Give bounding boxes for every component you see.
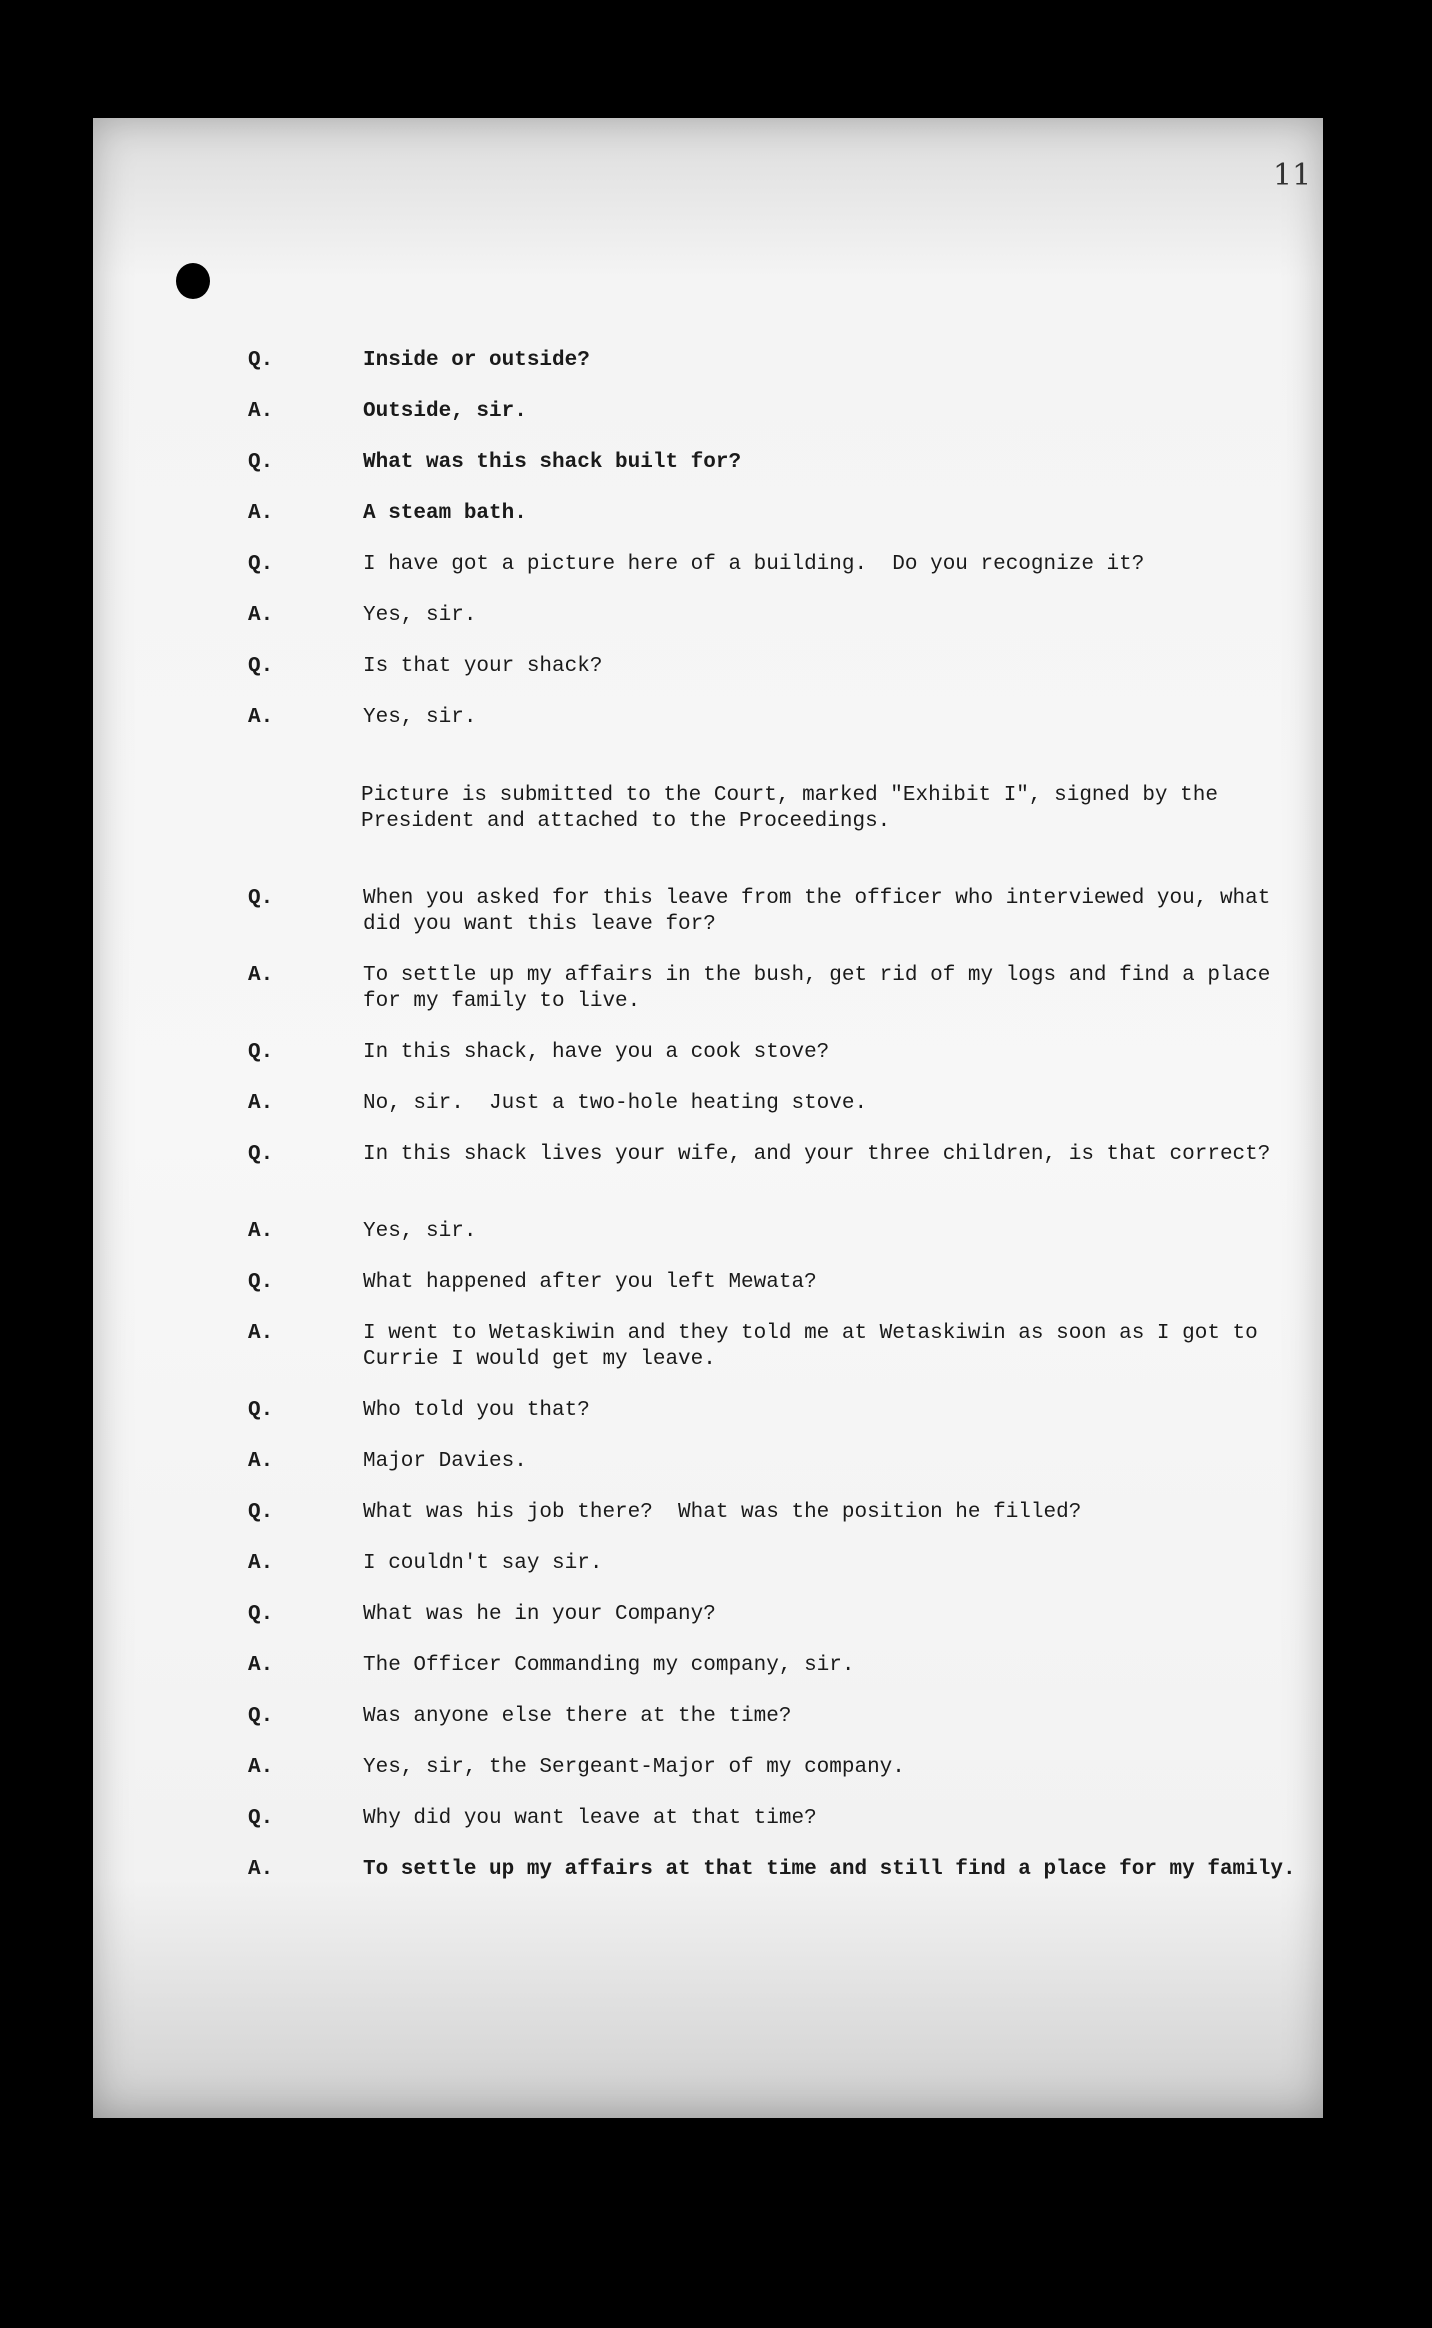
entry-text: Yes, sir, the Sergeant-Major of my company. (363, 1756, 905, 1779)
speaker-label: A. (248, 706, 274, 729)
speaker-label: A. (248, 964, 274, 987)
entry-text: Yes, sir. (363, 706, 477, 729)
entry-text: To settle up my affairs in the bush, get rid of my logs and find a place for my family to live. (363, 964, 1283, 1013)
entry-text: The Officer Commanding my company, sir. (363, 1654, 855, 1677)
entry-text: To settle up my affairs at that time and still find a place for my family. (363, 1858, 1296, 1881)
entry-text: Yes, sir. (363, 1220, 477, 1243)
page-number-mark: 11 (1273, 158, 1312, 193)
speaker-label: A. (248, 1092, 274, 1115)
entry-text: Outside, sir. (363, 400, 527, 423)
entry-text: In this shack, have you a cook stove? (363, 1041, 830, 1064)
entry-text: Why did you want leave at that time? (363, 1807, 817, 1830)
speaker-label: Q. (248, 1705, 274, 1728)
speaker-label: Q. (248, 553, 274, 576)
speaker-label: A. (248, 1322, 274, 1345)
speaker-label: Q. (248, 1603, 274, 1626)
entry-text: Was anyone else there at the time? (363, 1705, 792, 1728)
speaker-label: A. (248, 1450, 274, 1473)
entry-text: Major Davies. (363, 1450, 527, 1473)
speaker-label: Q. (248, 1807, 274, 1830)
entry-text: What was this shack built for? (363, 451, 742, 474)
speaker-label: A. (248, 1552, 274, 1575)
speaker-label: A. (248, 1654, 274, 1677)
speaker-label: Q. (248, 1271, 274, 1294)
entry-text: No, sir. Just a two-hole heating stove. (363, 1092, 868, 1115)
speaker-label: A. (248, 502, 274, 525)
entry-text: Who told you that? (363, 1399, 590, 1422)
speaker-label: Q. (248, 451, 274, 474)
speaker-label: A. (248, 1858, 274, 1881)
entry-text: I couldn't say sir. (363, 1552, 603, 1575)
entry-text: What was his job there? What was the position he filled? (363, 1501, 1082, 1524)
speaker-label: Q. (248, 655, 274, 678)
speaker-label: A. (248, 1220, 274, 1243)
exhibit-note: Picture is submitted to the Court, marked "Exhibit I", signed by the President and attached to the Proceedings. (361, 784, 1231, 833)
entry-text: I went to Wetaskiwin and they told me at Wetaskiwin as soon as I got to Currie I would get my leave. (363, 1322, 1271, 1371)
entry-text: What happened after you left Mewata? (363, 1271, 817, 1294)
punch-hole (176, 263, 210, 299)
entry-text: In this shack lives your wife, and your three children, is that correct? (363, 1143, 1271, 1166)
entry-text: I have got a picture here of a building. Do you recognize it? (363, 553, 1145, 576)
entry-text: A steam bath. (363, 502, 527, 525)
entry-text: Yes, sir. (363, 604, 477, 627)
speaker-label: A. (248, 400, 274, 423)
speaker-label: Q. (248, 1143, 274, 1166)
document-page (93, 118, 1323, 2118)
speaker-label: Q. (248, 1501, 274, 1524)
speaker-label: Q. (248, 1041, 274, 1064)
speaker-label: Q. (248, 887, 274, 910)
speaker-label: Q. (248, 1399, 274, 1422)
entry-text: What was he in your Company? (363, 1603, 716, 1626)
entry-text: Inside or outside? (363, 349, 590, 372)
speaker-label: A. (248, 604, 274, 627)
entry-text: Is that your shack? (363, 655, 603, 678)
speaker-label: A. (248, 1756, 274, 1779)
speaker-label: Q. (248, 349, 274, 372)
entry-text: When you asked for this leave from the officer who interviewed you, what did you want this leave for? (363, 887, 1283, 936)
